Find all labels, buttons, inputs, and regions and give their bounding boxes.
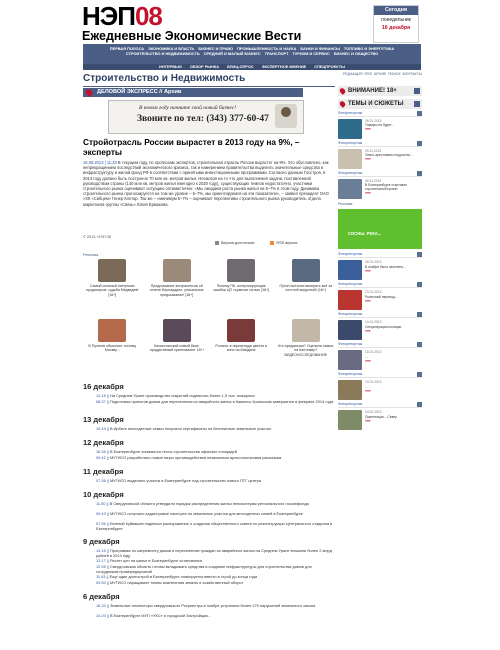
menu-item[interactable]: ЭКОНОМИКА И ВЛАСТЬ [148,46,195,51]
theme-title[interactable]: Спецоперация полиции [365,324,402,329]
news-time: 07.56 || [96,521,109,526]
article-copyright: © 2013, НЭП 08 [83,235,111,239]
banner-ad[interactable] [108,100,304,134]
news-time: 09.50 || [96,580,109,585]
promo-item[interactable] [83,259,142,315]
promo-item[interactable] [277,319,336,375]
more-link[interactable]: »»» [365,190,371,196]
promo-thumbnail [292,259,320,282]
news-link[interactable]: МУГИСО разработало новые меры противодействия незаконным археологическим раскопкам [109,455,282,460]
theme-label[interactable]: Фоторепортаж [338,342,422,348]
menu-item[interactable]: ТРАНСПОРТ [264,51,289,57]
themes-header[interactable] [338,99,422,109]
news-item[interactable] [96,502,334,507]
pin-icon [339,100,347,108]
promo-thumbnail [98,259,126,282]
theme-block [338,312,422,340]
ad-label: Реклама [83,253,99,257]
news-item[interactable] [96,427,334,432]
day-heading: 6 декабря [83,592,120,601]
news-item[interactable] [96,581,334,586]
theme-date: 10.01.2013 [365,380,382,385]
theme-block [338,402,422,430]
article-text: В текущем году, по прогнозам экспертов, строительная отрасль России вырастет на 9%. Это обусловлено, как непрекращением последствий экономического кризиса, так и намерением правительства выделить значительные средства в инфраструктуру и жилой фонд РФ в соответствии с принятыми инвестиционными программами. Согласно данным Госстроя, в 2013 году должно быть построено 70 млн кв. метров жилья. Несмотря на то что для выполнения задачи, поставленной руководством страны (140 млн кв. метров жилья ежегодно к 2020 году), существующих темпов недостаточно, участники строительного рынка оценивают ситуацию оптимистично: «Мы ожидаем роста рынка жилья на 5–7% в этом году. Динамика строительного рынка прогнозируется на том же уровне – 5–7%, мы ориентируемся на эти показатели», – заявил президент ОАО «ХК «Сибцем» Генер Клетар. Так же – «минимум 5–7% – оценивает перспективы строительного рынка руководитель отдела маркетинга группы «Связь» Юлия Ермакова. [83,160,329,207]
theme-title[interactable]: В ноябре было заселено... [365,264,406,269]
promo-thumbnail [163,319,191,342]
theme-title[interactable]: В Екатеринбурге стартовал строительный проект [365,183,408,192]
submenu-item[interactable]: БЛИЦ-ОПРОС [227,64,254,69]
attention-header[interactable] [338,86,422,96]
theme-label[interactable]: Фоторепортаж [338,171,422,177]
theme-label[interactable]: Фоторепортаж [338,402,422,408]
themes-list [338,111,422,430]
theme-text [365,380,382,400]
menu-item[interactable]: БИЗНЕС И ПРАВО [198,46,234,51]
promo-thumbnail [227,259,255,282]
theme-label[interactable]: Фоторепортаж [338,141,422,147]
promo-thumbnail [227,319,255,342]
top-link[interactable]: КОНТАКТЫ [402,72,422,76]
submenu-item[interactable]: ЭКСПЕРТНОЕ МНЕНИЕ [261,64,307,69]
theme-item[interactable] [338,350,422,370]
news-link[interactable]: МУГИСО выделило участок в Екатеринбурге под строительство нового ПТГ центра [109,478,261,483]
theme-text [365,410,397,430]
theme-title[interactable]: ... [365,384,368,389]
more-link[interactable]: »»» [365,126,371,132]
news-link[interactable]: Подготовка проектов домов для переселения из аварийного жилья в Каменск-Уральском завершится в феврале 2014 года [109,399,334,404]
theme-block [338,342,422,370]
right-column [338,86,422,430]
day-heading: 12 декабря [83,438,124,447]
rubric-bar[interactable] [83,88,303,97]
news-link[interactable]: Евгений Куйвашев подписал распоряжение о создании общественного совета по реконструкции Центрального стадиона в Екатеринбурге [96,521,333,531]
site-logo[interactable] [82,3,422,29]
section-divider [83,86,335,87]
theme-text [365,119,394,139]
menu-item[interactable]: БИЗНЕС И ОБЩЕСТВО [333,51,379,57]
date-weekday: понедельник [381,16,411,23]
theme-date: 05.11.2013 [365,149,382,153]
more-link[interactable]: »»» [365,387,371,393]
theme-label[interactable]: Фоторепортаж [338,111,422,117]
theme-block [338,171,422,199]
theme-block [338,282,422,310]
promo-caption: Самый сильный питерских продюсеров: судьба Медведев! [18+] [85,284,139,297]
promo-item[interactable] [212,319,271,375]
promo-item[interactable] [148,319,207,375]
date-today-label: Сегодня [374,6,418,15]
menu-item[interactable]: ПРОМЫШЛЕННОСТЬ И НАУКА [237,46,297,51]
theme-date: 10.01.2013 [365,320,382,325]
more-link[interactable]: »»» [365,417,371,423]
news-time: 08.37 || [96,399,109,404]
day-heading: 16 декабря [83,382,124,391]
promo-grid [83,259,335,375]
promo-caption: Ролана: в пирпаганда цвести в кино на Майдане [215,344,268,353]
theme-text [365,179,422,199]
theme-block [338,111,422,139]
theme-block [338,252,422,280]
news-link[interactable]: МУГИСО наращивает темпы вовлечения земель в хозяйственный оборот [109,580,244,585]
print-link[interactable] [215,241,254,246]
day-heading: 9 декабря [83,537,120,546]
logo-number: 08 [134,1,162,31]
sub-menu [83,64,421,70]
rss-label: RSS версия [276,241,298,245]
promo-item[interactable] [148,259,207,315]
theme-thumbnail [338,320,362,340]
theme-thumbnail [338,119,362,139]
theme-text [365,320,401,340]
theme-item[interactable] [338,410,422,430]
promo-item[interactable] [277,259,336,315]
news-link[interactable]: Программы по капремонту домов и переселению граждан из аварийного жилья на Среднем Урале вложили более 2 млрд рублей в 2013 году [96,548,332,558]
news-link[interactable]: В Екатеринбурге МУП «УКС» и городской Застройщик... [109,613,212,618]
main-menu [83,44,421,64]
day-heading: 10 декабря [83,490,124,499]
menu-item[interactable]: ПЕРВАЯ ПОЛОСА [109,46,145,51]
main-menu-row [86,46,418,57]
theme-date: 23.01.2013 [365,290,382,295]
submenu-item[interactable]: ИНТЕРВЬЮ [159,64,182,69]
news-time: 16.36 || [96,449,109,454]
news-link[interactable]: МУГИСО получило кадастровые паспорта на земельные участки для многодетных семей в Екатеринбурге [109,511,304,516]
news-time: 13.17 || [96,558,109,563]
top-link[interactable]: РЕДАКЦИЯ [342,72,363,76]
news-link[interactable]: Растет цен на жилье в Екатеринбурге остановился [109,558,203,563]
news-time: 11.50 || [96,501,109,506]
news-time: 14.15 || [96,548,109,553]
theme-thumbnail [338,179,362,199]
theme-label[interactable]: Фоторепортаж [338,282,422,288]
print-label: Версия для печати [221,241,255,245]
theme-thumbnail [338,260,362,280]
news-time: 12.55 || [96,564,109,569]
theme-block [338,372,422,400]
theme-label[interactable]: Фоторепортаж [338,252,422,258]
theme-thumbnail [338,380,362,400]
menu-item[interactable]: СРЕДНИЙ И МАЛЫЙ БИЗНЕС [203,51,261,57]
theme-title[interactable]: Рыночный перевод... [365,294,398,299]
promo-caption: Путин пытался выиграть всё за честной вирусный! (16+) [279,284,333,293]
article-title: Стройотрасль России вырастет в 2013 году на 9%, – эксперты [83,137,300,157]
pin-icon [339,87,347,95]
article-body [83,160,335,207]
menu-item[interactable]: ТУРИЗМ И СЕРВИС [292,51,330,57]
menu-item[interactable]: СТРОИТЕЛЬСТВО И НЕДВИЖИМОСТЬ [125,51,200,57]
theme-date: 26.01.2013 [365,119,382,123]
themes-label: ТЕМЫ И СЮЖЕТЫ [348,101,404,107]
news-time: 12.18 || [96,393,109,398]
theme-date: 04.02.2013 [365,410,382,415]
day-heading: 13 декабря [83,415,124,424]
theme-item[interactable] [338,290,422,310]
news-item[interactable] [96,456,334,461]
theme-text [365,290,397,310]
banner-ad-line1: В новом году начните свой новый бизнес! [139,105,236,111]
theme-label[interactable]: Фоторепортаж [338,372,422,378]
more-link[interactable]: »»» [365,327,371,333]
site-header [82,3,422,43]
theme-item[interactable] [338,380,422,400]
chevron-down-icon[interactable] [414,88,420,94]
news-link[interactable]: В Ирбите многодетные семьи получили сертификаты на бесплатные земельные участки [109,426,271,431]
banner-ad-line2: Звоните по тел: (343) 377-60-47 [137,114,269,124]
logo-text: НЭП [82,1,135,31]
news-time: 15.43 || [96,426,109,431]
theme-thumbnail [338,290,362,310]
promo-thumbnail [98,319,126,342]
promo-caption: Казахстанский новый банк: продуктивный криптовалют 18+! [149,344,204,353]
theme-date: 06.11.2013 [365,179,382,183]
rubric-label: ДЕЛОВОЙ ЭКСПРЕСС // Архив [97,89,182,95]
more-link[interactable]: »»» [365,357,371,363]
theme-thumbnail [338,350,362,370]
news-time: 09.42 || [96,455,109,460]
news-time: 14.20 || [96,613,109,618]
theme-label[interactable]: Фоторепортаж [338,312,422,318]
theme-thumbnail [338,410,362,430]
promo-caption: Кто предсказал? Оценили самых на Кантемир? ВИДЕОИССЛЕДОВАНИЕ [278,344,334,357]
submenu-item[interactable]: ОБЗОР РЫНКА [189,64,220,69]
theme-item[interactable] [338,119,422,139]
news-item[interactable] [96,614,334,619]
news-item[interactable] [96,522,334,532]
theme-item[interactable] [338,149,422,169]
print-icon [215,241,219,245]
day-heading: 11 декабря [83,467,124,476]
pin-icon [84,88,93,97]
theme-item[interactable] [338,179,422,199]
site-tagline: Ежедневные Экономические Вести [82,29,302,43]
menu-item[interactable]: БАНКИ И ФИНАНСЫ [300,46,340,51]
news-link[interactable]: Земельные инспекторы свердловского Росреестра в ноябре устранили более 270 нарушений земельного закона [109,603,316,608]
theme-text [365,350,382,370]
theme-date: 28.01.2013 [365,260,382,265]
theme-item[interactable] [338,320,422,340]
top-link[interactable]: ПОИСК [387,72,401,76]
more-link[interactable]: »»» [365,267,371,273]
rss-link[interactable] [270,241,297,246]
news-time: 16.20 || [96,603,109,608]
side-banner-ad[interactable]: СОСНЫ. РЕКА... [338,209,422,249]
news-link[interactable]: Еще один долгострой в Екатеринбурге планируется ввести в строй до конца года [109,574,257,579]
theme-title[interactable]: ... [365,354,368,359]
news-link[interactable]: В Екатеринбурге снимаются тесты строительства офисных площадей [109,449,237,454]
top-link[interactable]: АРХИВ [373,72,386,76]
section-title: Строительство и Недвижимость [83,73,246,84]
news-item[interactable] [96,512,334,517]
date-box [373,5,419,43]
menu-item[interactable]: ТОПЛИВО И ЭНЕРГЕТИКА [343,46,395,51]
top-link[interactable]: RSS [364,72,372,76]
theme-thumbnail [338,149,362,169]
rss-icon [270,241,274,245]
theme-title[interactable]: Ориентация – Север [365,414,397,419]
ad-label: Реклама [338,202,353,206]
bear-icon [275,104,297,128]
submenu-item[interactable]: СПЕЦПРОЕКТЫ [314,64,345,69]
theme-text [365,260,406,280]
news-item[interactable] [96,479,334,484]
news-time: 11.43 || [96,574,109,579]
article-date: 16.08.2013 | 11:33 [83,160,117,165]
news-time: 09.43 || [96,511,109,516]
top-links [340,72,422,76]
theme-title[interactable]: Опять арестованы подростки... [365,153,413,158]
chevron-down-icon[interactable] [414,101,420,107]
theme-date: 10.01.2013 [365,350,382,355]
news-item[interactable] [96,604,334,609]
promo-item[interactable] [83,319,142,375]
news-link[interactable]: Свердловская область готовы вкладывать средства в создание инфраструктуры для строительства домов для сотрудников промпредприятий [96,564,312,574]
promo-thumbnail [292,319,320,342]
news-item[interactable] [96,400,334,405]
news-link[interactable]: На Среднем Урале производство покрытий поднялось более 1,5 тыс. пожарных [109,393,255,398]
attention-label: ВНИМАНИЕ! 18+ [348,88,397,94]
promo-caption: Предсказание экстрасенсов об отзеле Бернардино: уникальное предсказание! [18+] [149,284,204,297]
promo-thumbnail [163,259,191,282]
article-actions [215,241,297,246]
promo-item[interactable] [212,259,271,315]
news-link[interactable]: В Свердловской области утвердили порядок распределения жилья пенсионерам регионального госкапфонда [109,501,309,506]
date-day: 16 декабря [381,25,411,31]
theme-item[interactable] [338,260,422,280]
news-time: 07.36 || [96,478,109,483]
promo-caption: В Пугачев объяснил: почему Москву... [88,344,137,353]
theme-title[interactable]: Тарифы на будет... [365,123,394,128]
promo-caption: Почему ПК, контролирующие ошибки ЦП тормозит на вас [18+] [213,284,270,293]
more-link[interactable]: »»» [365,297,371,303]
more-link[interactable]: »»» [365,156,371,162]
theme-block [338,141,422,169]
theme-text [365,149,413,169]
